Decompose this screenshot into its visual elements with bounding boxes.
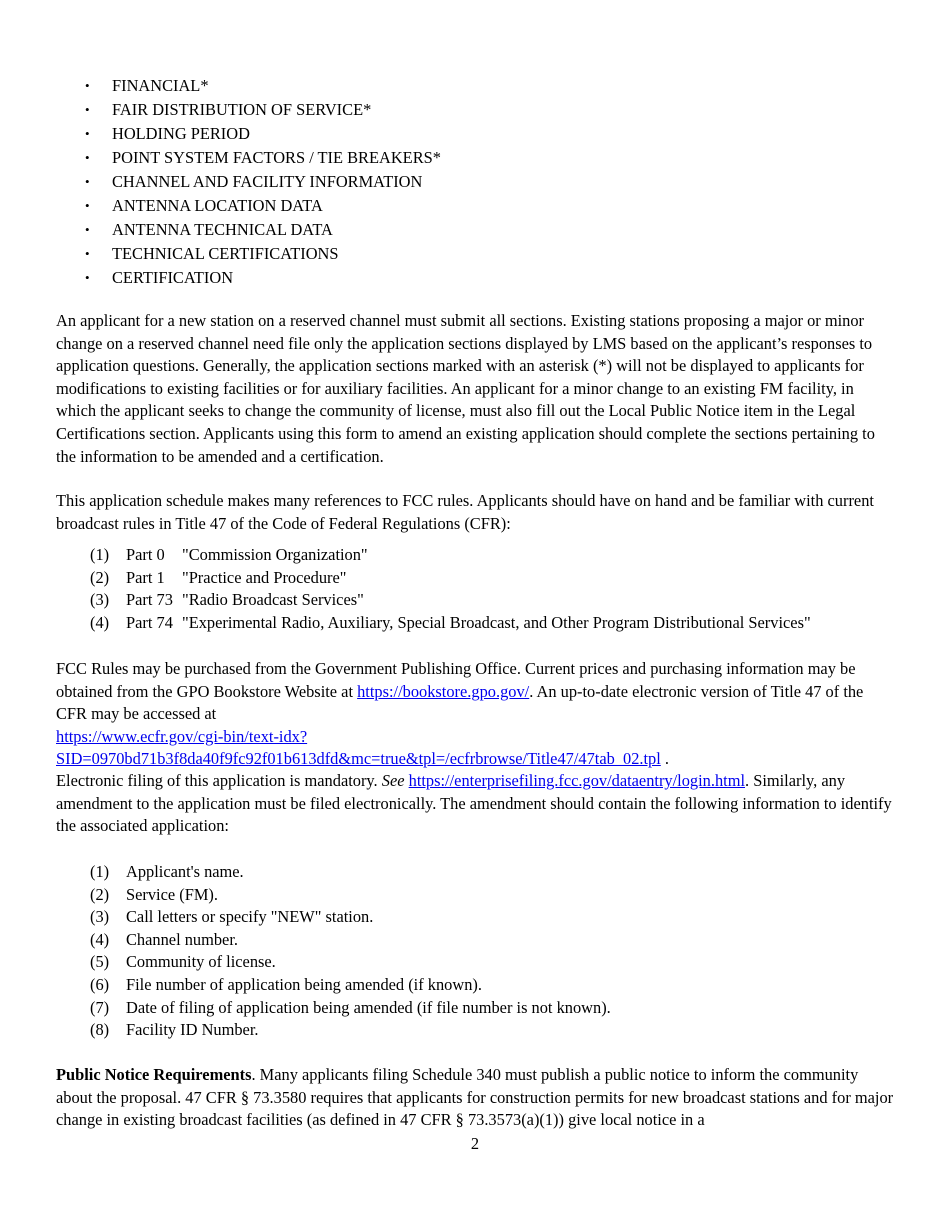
list-item: • POINT SYSTEM FACTORS / TIE BREAKERS* <box>85 148 441 167</box>
list-item: (2) Part 1 "Practice and Procedure" <box>90 567 347 587</box>
list-item: • CERTIFICATION <box>85 268 234 287</box>
list-item: (3) Call letters or specify "NEW" station. <box>90 907 374 927</box>
rules-paragraph: This application schedule makes many references to FCC rules. Applicants should have on hand and be familiar with current broadcast rules in Title 47 of the Code of Federal Regulations (CFR): <box>56 491 874 533</box>
list-item: • ANTENNA TECHNICAL DATA <box>85 220 333 239</box>
enterprise-filing-link[interactable]: https://enterprisefiling.fcc.gov/dataentry/login.html <box>408 771 746 790</box>
page-number: 2 <box>470 1134 480 1153</box>
gpo-paragraph: FCC Rules may be purchased from the Government Publishing Office. Current prices and purchasing information may be obtained from the GPO Bookstore Website at https://bookstore.gpo.gov/. An up-to-date electronic version of Title 47 of the CFR may be accessed at https://www.ecfr.gov/cgi-bin/text-idx?SID=0970bd71b3f8da40f9fc92f01b613dfd&mc=true&tpl=/ecfrbrowse/Title47/47tab_02.tpl . <box>56 659 864 769</box>
list-item: (5) Community of license. <box>90 952 276 972</box>
section-list <box>85 74 441 290</box>
list-item: (6) File number of application being amended (if known). <box>90 974 482 994</box>
list-item: • FAIR DISTRIBUTION OF SERVICE* <box>85 100 372 119</box>
list-item: (1) Part 0 "Commission Organization" <box>90 545 368 564</box>
list-item: (2) Service (FM). <box>90 884 218 904</box>
list-item: • ANTENNA LOCATION DATA <box>85 196 323 215</box>
list-item: (8) Facility ID Number. <box>90 1020 259 1040</box>
rules-list <box>90 544 811 634</box>
sections-paragraph: An applicant for a new station on a reserved channel must submit all sections. Existing stations proposing a major or minor change on a reserved channel need file only the application sections displayed by LMS based on the applicant’s responses to application questions. Generally, the application sections marked with an asterisk (*) will not be displayed to applicants for modifications to existing facilities or for auxiliary facilities. An applicant for a minor change to an existing FM facility, in which the applicant seeks to change the community of license, must also fill out the Local Public Notice item in the Legal Certifications section. Applicants using this form to amend an existing application should complete the sections pertaining to the information to be amended and a certification. <box>56 311 875 466</box>
gpo-bookstore-link[interactable]: https://bookstore.gpo.gov/ <box>357 681 530 701</box>
public-notice-paragraph: Public Notice Requirements. Many applicants filing Schedule 340 must publish a public notice to inform the community about the proposal. 47 CFR § 73.3580 requires that applicants for construction permits for new broadcast stations and for major change in existing broadcast facilities (as defined in 47 CFR § 73.3573(a)(1)) give local notice in a <box>56 1065 894 1130</box>
list-item: (4) Channel number. <box>90 929 238 949</box>
list-item: • CHANNEL AND FACILITY INFORMATION <box>85 172 423 191</box>
amendment-list <box>90 861 611 1042</box>
list-item: (4) Part 74 "Experimental Radio, Auxiliary, Special Broadcast, and Other Program Distributional Services" <box>90 612 811 632</box>
list-item: (3) Part 73 "Radio Broadcast Services" <box>90 590 364 610</box>
list-item: • TECHNICAL CERTIFICATIONS <box>85 244 339 263</box>
list-item: (7) Date of filing of application being amended (if file number is not known). <box>90 997 611 1017</box>
list-item: • HOLDING PERIOD <box>85 124 250 143</box>
public-notice-heading: Public Notice Requirements <box>56 1065 252 1084</box>
list-item: • FINANCIAL* <box>85 76 209 95</box>
filing-paragraph: Electronic filing of this application is mandatory. See https://enterprisefiling.fcc.gov/dataentry/login.html. Similarly, any amendment to the application must be filed electronically. The amendment should contain the following information to identify the associated application: <box>56 771 892 836</box>
ecfr-link[interactable]: https://www.ecfr.gov/cgi-bin/text-idx?SID=0970bd71b3f8da40f9fc92f01b613dfd&mc=true&tpl=/ecfrbrowse/Title47/47tab_02.tpl <box>56 726 661 769</box>
list-item: (1) Applicant's name. <box>90 862 244 881</box>
